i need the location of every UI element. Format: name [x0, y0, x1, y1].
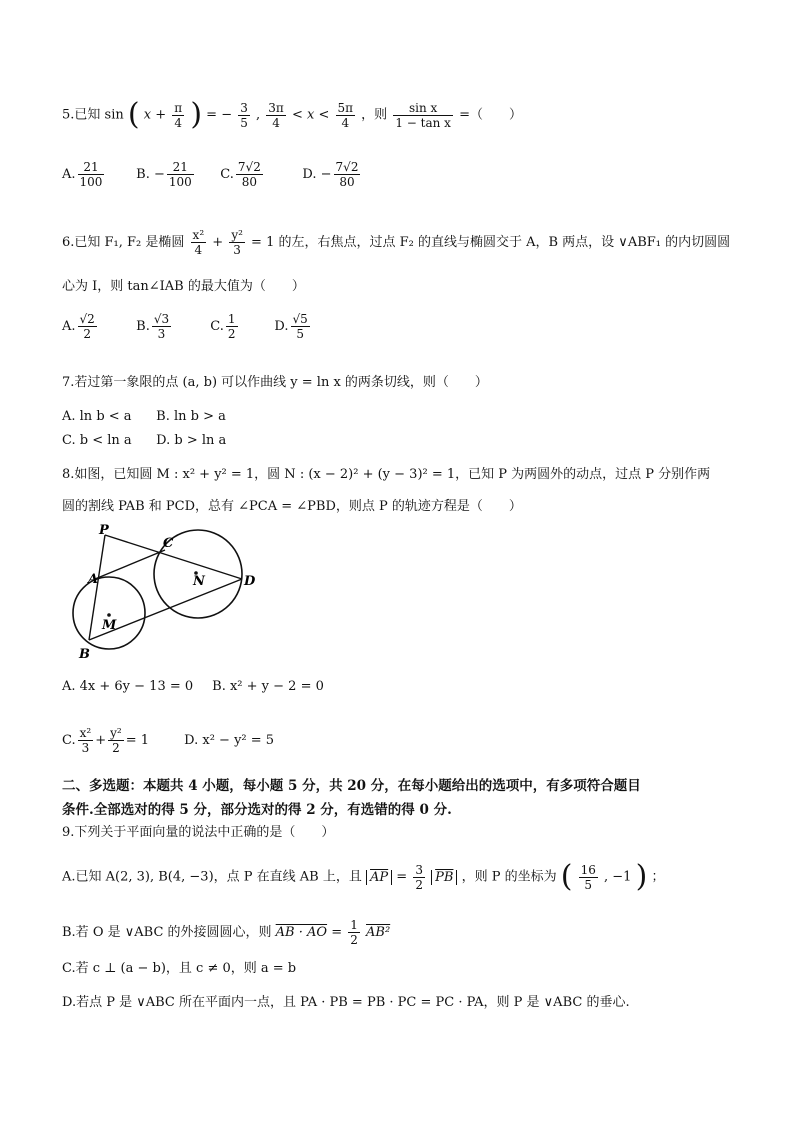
q6-stem-line2: 心为 I，则 tan∠IAB 的最大值为（ ） [62, 279, 305, 294]
q5-sin: sin [104, 107, 124, 123]
q9-b-vec: AB · AO [275, 925, 328, 940]
q9-b-ab2: AB² [366, 925, 391, 940]
q5-option-c [220, 160, 298, 189]
q5-eq: = − [206, 107, 233, 123]
q6-three: 3 [233, 243, 241, 257]
section2-heading-line1: 二、多选题：本题共 4 小题，每小题 5 分，共 20 分，在每小题给出的选项中，有多项符合题目 [62, 778, 641, 794]
q6-option-b [136, 312, 206, 341]
q9-a-pb: $\overline{PB}$ [435, 869, 454, 885]
q5-a-frac [78, 160, 105, 189]
q6-d-num: √5 [292, 312, 308, 326]
q9-a-sixteen: 16 [580, 862, 596, 877]
q5-then: ，则 [361, 107, 388, 123]
q6-options [62, 312, 312, 341]
q5-c-frac [236, 160, 263, 189]
q5-3pi-over-4 [266, 101, 286, 130]
q8-c-x2: x² [79, 726, 92, 740]
q5-one-minus-tanx: 1 − tan x [395, 115, 451, 130]
q8-option-c [62, 726, 180, 755]
q6-d-frac [291, 312, 310, 341]
q9-a-sixteen-fifths [579, 863, 598, 892]
q5-d-den: 80 [339, 175, 355, 189]
q6-y2-over-3 [229, 228, 245, 257]
q5-stem [62, 97, 522, 132]
q5-four-c: 4 [341, 115, 350, 130]
q6-line1b: = 1 的左，右焦点，过点 F₂ 的直线与椭圆交于 A，B 两点，设 ∨ABF₁ 的内切圆圆 [251, 235, 731, 250]
q5-sinx: sin x [393, 101, 453, 116]
q5-a-den: 100 [79, 175, 103, 189]
q5-c-num: 7√2 [237, 160, 261, 174]
q5-five-pi: 5π [337, 100, 354, 115]
q6-d-den: 5 [296, 327, 304, 341]
q9-option-c: C.若 c ⊥ (a − b)，且 c ≠ 0，则 a = b [62, 961, 297, 976]
q9-option-d: D.若点 P 是 ∨ABC 所在平面内一点，且 PA · PB = PB · PC = PC · PA，则 P 是 ∨ABC 的垂心. [62, 995, 630, 1010]
q5-option-b [136, 160, 216, 189]
q6-y2: y² [231, 228, 243, 242]
label-n: N [193, 574, 205, 589]
q5-b-den: 100 [168, 175, 192, 189]
q7-option-d: D. b > ln a [156, 433, 227, 448]
q5-plus: + [155, 107, 167, 123]
q5-a-num: 21 [78, 160, 105, 175]
q9-a-coord: , −1 [604, 869, 632, 885]
q9-b-half [348, 918, 360, 947]
q5-d-frac [334, 160, 361, 189]
q8-c-y2: y² [110, 726, 122, 740]
q5-b-frac [167, 160, 194, 189]
q5-c-den: 80 [241, 175, 257, 189]
q9-a-end: ； [651, 869, 665, 885]
q9-b-eq: = [331, 925, 343, 940]
q5-a-label: A. [62, 167, 76, 182]
q6-a-frac [78, 312, 97, 341]
q5-target-frac [393, 101, 453, 130]
q5-pi-over-4 [172, 101, 184, 130]
q5-four: 4 [174, 115, 183, 130]
q6-d-label: D. [274, 319, 289, 334]
center-m-dot [107, 613, 111, 617]
q6-a-label: A. [62, 319, 76, 334]
q7-options-row1 [62, 408, 226, 426]
q5-five: 5 [240, 115, 248, 130]
q6-a-num: √2 [79, 312, 95, 326]
q7-options-row2 [62, 432, 226, 450]
q6-c-den: 2 [227, 327, 236, 341]
q8-c-plus: + [95, 733, 107, 748]
q5-pi: π [174, 100, 183, 115]
q8-c-eq: = 1 [125, 733, 149, 748]
q6-option-d [274, 312, 311, 341]
q8-c-y2-over-2 [108, 726, 124, 755]
q9-option-a [62, 859, 665, 894]
q5-d-label: D. − [302, 167, 332, 182]
q6-b-num: √3 [153, 312, 170, 326]
q8-option-d: D. x² − y² = 5 [184, 733, 275, 748]
section2-heading-line2: 条件.全部选对的得 5 分，部分选对的得 2 分，有选错的得 0 分. [62, 802, 452, 818]
q6-c-label: C. [210, 319, 224, 334]
q9-a-lparen: ( [560, 859, 573, 894]
label-c: C [163, 536, 174, 551]
q6-stem-line1 [62, 228, 730, 257]
q5-option-a [62, 160, 132, 189]
q5-four-b: 4 [272, 115, 280, 130]
q6-c-frac [226, 312, 238, 341]
q8-stem-line1: 8.如图，已知圆 M : x² + y² = 1，圆 N : (x − 2)² + (y − 3)² = 1，已知 P 为两圆外的动点，过点 P 分别作两 [62, 467, 711, 482]
q5-b-label: B. − [136, 167, 165, 182]
q9-b-two: 2 [350, 933, 358, 947]
q9-a-text: A.已知 A(2, 3), B(4, −3)，点 P 在直线 AB 上，且 [62, 869, 362, 885]
q6-b-den: 3 [157, 327, 166, 341]
q7-option-c: C. b < ln a [62, 433, 132, 448]
q9-stem: 9.下列关于平面向量的说法中正确的是（ ） [62, 825, 335, 840]
q5-d-num: 7√2 [335, 160, 359, 174]
q5-option-d [302, 160, 362, 189]
q5-x: x [143, 107, 152, 123]
circle-m [73, 577, 145, 649]
q5-5pi-over-4 [336, 101, 356, 130]
q8-options-row2 [62, 726, 274, 755]
q5-options [62, 160, 362, 189]
q6-b-label: B. [136, 319, 150, 334]
q9-a-two: 2 [415, 877, 423, 892]
q6-four: 4 [194, 243, 203, 257]
q9-a-abs-ap [366, 870, 392, 885]
q5-three-pi: 3π [268, 100, 284, 115]
q6-option-a [62, 312, 132, 341]
q9-a-three: 3 [415, 862, 423, 877]
q9-a-eq: = [396, 869, 408, 885]
q8-stem-line2: 圆的割线 PAB 和 PCD，总有 ∠PCA = ∠PBD，则点 P 的轨迹方程是（ ） [62, 499, 522, 514]
q5-three: 3 [240, 100, 248, 115]
q6-plus: + [212, 235, 224, 250]
q5-b-num: 21 [167, 160, 194, 175]
q9-a-abs-pb [431, 870, 457, 885]
q6-c-num: 1 [227, 312, 236, 326]
label-d: D [244, 574, 256, 589]
q5-prefix: 5.已知 [62, 107, 101, 123]
q8-options-row1 [62, 678, 324, 696]
q9-a-rparen: ) [635, 859, 648, 894]
q9-b-text: B.若 O 是 ∨ABC 的外接圆圆心，则 [62, 925, 272, 940]
label-a: A [88, 572, 99, 587]
q8-c-three: 3 [81, 741, 90, 755]
q6-b-frac [152, 312, 171, 341]
q6-a-den: 2 [83, 327, 91, 341]
secant-pcd [105, 535, 242, 579]
q9-option-b [62, 918, 390, 947]
q6-x2: x² [192, 228, 205, 242]
q6-x2-over-4 [191, 228, 207, 257]
q9-b-one: 1 [350, 918, 358, 932]
q8-figure [62, 522, 262, 664]
q5-rparen: ) [190, 97, 203, 132]
q8-c-two: 2 [112, 741, 120, 755]
q5-lparen: ( [127, 97, 140, 132]
label-b: B [79, 647, 90, 662]
q9-a-text2: ，则 P 的坐标为 [461, 869, 557, 885]
q8-c-label: C. [62, 733, 76, 748]
q5-eq2: =（ ） [459, 107, 522, 123]
q7-stem: 7.若过第一象限的点 (a, b) 可以作曲线 y = ln x 的两条切线，则（ ） [62, 375, 488, 390]
q8-option-b: B. x² + y − 2 = 0 [212, 679, 324, 694]
q8-option-a: A. 4x + 6y − 13 = 0 [62, 679, 194, 694]
q9-a-ap: $\overline{AP}$ [370, 869, 389, 885]
q5-comma: , [256, 107, 261, 123]
q9-a-three-halves [413, 863, 425, 892]
label-p: P [99, 523, 109, 538]
q8-c-x2-over-3 [78, 726, 94, 755]
q7-option-a: A. ln b < a [62, 409, 132, 424]
q6-line1a: 6.已知 F₁, F₂ 是椭圆 [62, 235, 185, 250]
q5-c-label: C. [220, 167, 234, 182]
q7-option-b: B. ln b > a [156, 409, 226, 424]
q5-three-fifths [238, 101, 250, 130]
label-m: M [102, 618, 117, 633]
q6-option-c [210, 312, 270, 341]
q5-lt: < x < [291, 107, 330, 123]
q9-a-five: 5 [584, 877, 593, 892]
